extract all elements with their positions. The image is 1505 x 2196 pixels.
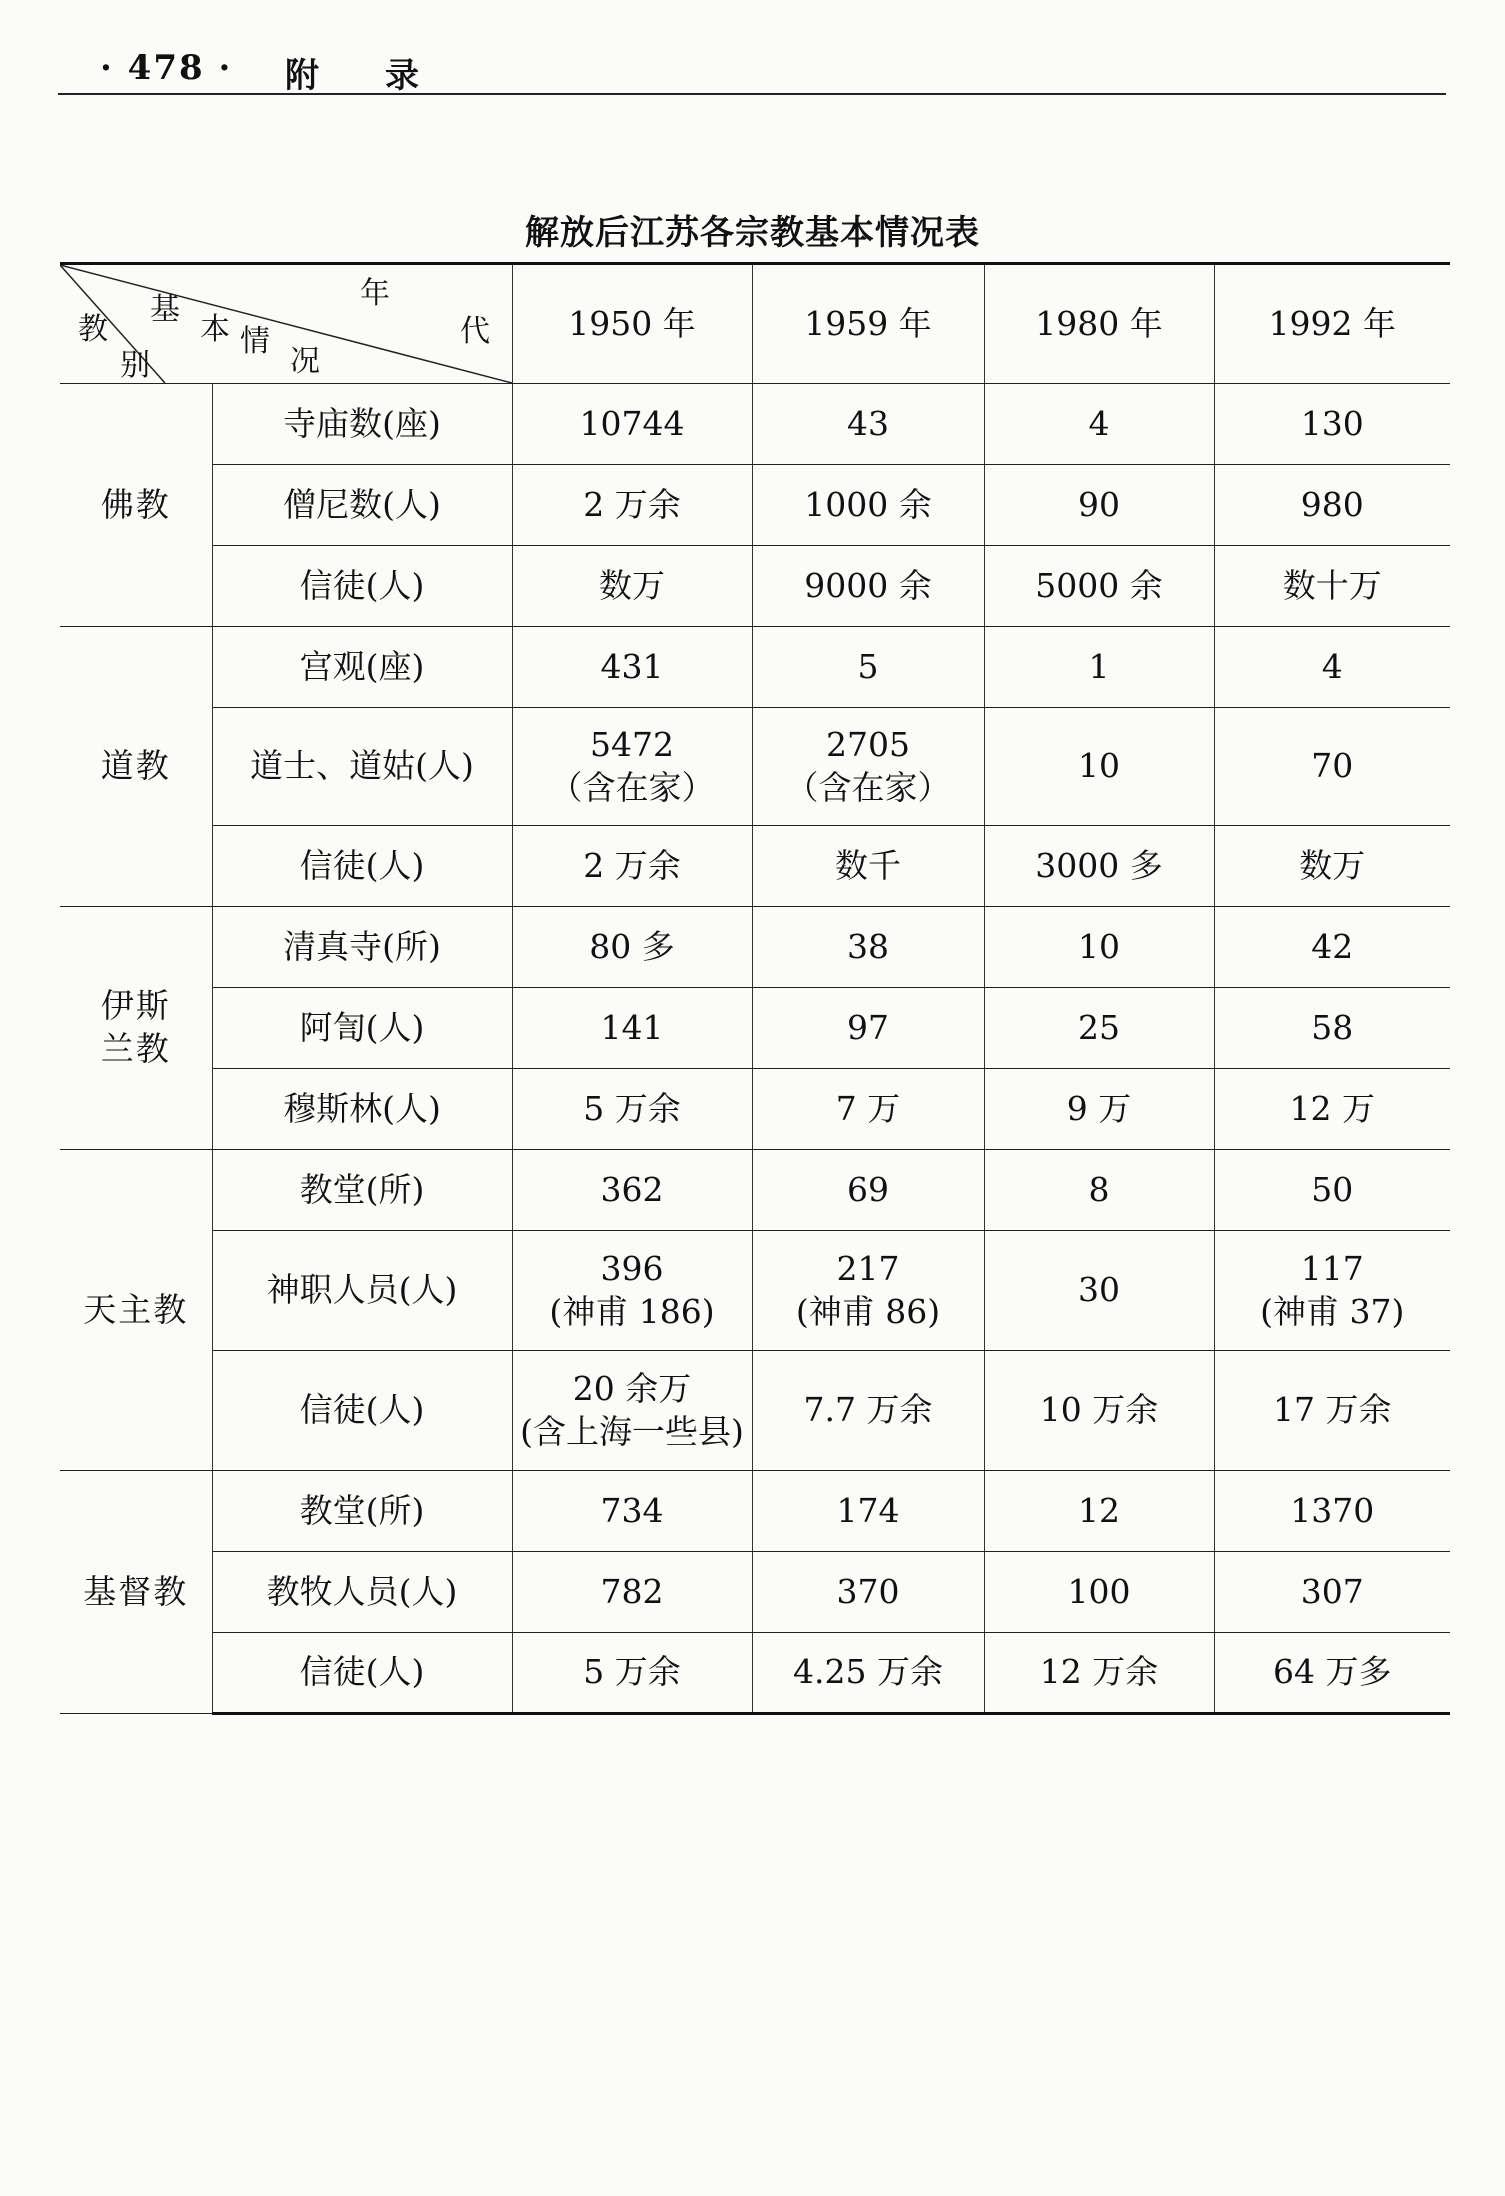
value-cell (512, 826, 752, 907)
table-row (60, 1633, 1450, 1714)
value-line: 80 多 (589, 926, 675, 966)
value-cell (512, 627, 752, 708)
header-rule (58, 93, 1446, 95)
corner-ji: 基 (150, 292, 180, 327)
value-line: 2 万余 (583, 845, 681, 885)
table-row (60, 1231, 1450, 1351)
item-label: 教堂(所) (212, 1471, 512, 1552)
value-cell (1214, 826, 1450, 907)
value-cell (512, 988, 752, 1069)
value-cell (1214, 1231, 1450, 1351)
table-row (60, 465, 1450, 546)
item-label: 宫观(座) (212, 627, 512, 708)
value-line: 782 (600, 1571, 664, 1611)
value-line: 50 (1311, 1169, 1354, 1209)
value-line: 64 万多 (1273, 1652, 1392, 1692)
table-row (60, 1150, 1450, 1231)
corner-kuang: 况 (290, 344, 320, 379)
header-row (60, 264, 1450, 384)
value-line: 1370 (1290, 1490, 1375, 1530)
value-line: 5 万余 (583, 1652, 681, 1692)
value-cell (512, 1351, 752, 1471)
value-cell (752, 546, 984, 627)
value-cell (752, 627, 984, 708)
value-cell (512, 1633, 752, 1714)
religion-name: 佛教 (60, 384, 212, 627)
value-line: 38 (847, 926, 889, 966)
value-line: 100 (1067, 1571, 1131, 1611)
value-line: 5000 余 (1035, 565, 1163, 605)
value-line: 9 万 (1066, 1088, 1132, 1128)
year-header: 1950 年 (512, 264, 752, 384)
page-number: · 478 · (100, 48, 233, 88)
corner-ben: 本 (200, 312, 230, 347)
value-cell (984, 708, 1214, 826)
value-line: (神甫 186) (549, 1291, 715, 1331)
table-row (60, 1351, 1450, 1471)
value-line: 10 (1078, 746, 1120, 786)
value-line: （含在家） (549, 767, 715, 807)
value-line: 42 (1311, 926, 1354, 966)
value-cell (984, 1552, 1214, 1633)
value-line: 174 (836, 1490, 900, 1530)
item-label: 教牧人员(人) (212, 1552, 512, 1633)
value-cell (512, 1471, 752, 1552)
religion-name: 道教 (60, 627, 212, 907)
item-label: 神职人员(人) (212, 1231, 512, 1351)
table-row (60, 988, 1450, 1069)
value-cell (1214, 1069, 1450, 1150)
value-cell (984, 826, 1214, 907)
value-cell (984, 1633, 1214, 1714)
value-line: 69 (847, 1169, 889, 1209)
item-label: 信徒(人) (212, 546, 512, 627)
value-cell (512, 1552, 752, 1633)
value-line: 43 (847, 403, 889, 443)
value-line: 97 (847, 1007, 889, 1047)
corner-qing: 情 (240, 324, 270, 359)
value-cell (984, 1069, 1214, 1150)
item-label: 阿訇(人) (212, 988, 512, 1069)
value-line: 58 (1311, 1007, 1354, 1047)
corner-bie: 别 (120, 348, 150, 383)
year-header: 1980 年 (984, 264, 1214, 384)
value-cell (512, 465, 752, 546)
year-header: 1959 年 (752, 264, 984, 384)
value-line: 25 (1078, 1007, 1120, 1047)
value-cell (1214, 1150, 1450, 1231)
value-line: (神甫 37) (1260, 1291, 1405, 1331)
table-row (60, 1471, 1450, 1552)
value-cell (512, 907, 752, 988)
value-line: 数千 (835, 845, 901, 885)
value-line: 980 (1300, 484, 1364, 524)
value-cell (752, 826, 984, 907)
value-cell (512, 708, 752, 826)
item-label: 教堂(所) (212, 1150, 512, 1231)
value-cell (1214, 1351, 1450, 1471)
value-line: 9000 余 (804, 565, 932, 605)
value-cell (752, 708, 984, 826)
value-cell (752, 1471, 984, 1552)
page-header (100, 48, 1450, 96)
corner-header (60, 264, 512, 384)
value-cell (752, 1633, 984, 1714)
value-cell (752, 384, 984, 465)
value-line: 90 (1078, 484, 1120, 524)
value-cell (984, 1471, 1214, 1552)
value-cell (984, 1150, 1214, 1231)
value-line: 10744 (579, 403, 685, 443)
value-line: 1000 余 (804, 484, 932, 524)
table-row (60, 384, 1450, 465)
value-line: 5472 (590, 724, 674, 764)
value-line: 7.7 万余 (803, 1390, 933, 1430)
value-line: 12 万余 (1039, 1652, 1159, 1692)
value-line: 4.25 万余 (793, 1652, 943, 1692)
value-cell (984, 384, 1214, 465)
value-cell (512, 1150, 752, 1231)
value-cell (512, 384, 752, 465)
value-line: 431 (600, 646, 664, 686)
table-row (60, 907, 1450, 988)
value-cell (512, 1231, 752, 1351)
value-cell (1214, 1633, 1450, 1714)
value-line: 141 (600, 1007, 664, 1047)
value-cell (984, 988, 1214, 1069)
value-line: 130 (1300, 403, 1364, 443)
item-label: 道士、道姑(人) (212, 708, 512, 826)
religion-name: 天主教 (60, 1150, 212, 1471)
value-line: 4 (1088, 403, 1110, 443)
value-cell (1214, 1471, 1450, 1552)
value-line: 2705 (826, 724, 910, 764)
value-cell (1214, 907, 1450, 988)
value-line: 10 万余 (1039, 1390, 1159, 1430)
value-line: 20 余万 (572, 1368, 692, 1408)
item-label: 信徒(人) (212, 1633, 512, 1714)
value-line: (神甫 86) (795, 1291, 941, 1331)
item-label: 寺庙数(座) (212, 384, 512, 465)
value-cell (752, 1231, 984, 1351)
value-line: 数十万 (1282, 565, 1382, 605)
value-cell (1214, 708, 1450, 826)
value-cell (984, 907, 1214, 988)
value-cell (752, 1150, 984, 1231)
item-label: 信徒(人) (212, 1351, 512, 1471)
value-line: 370 (836, 1571, 900, 1611)
value-cell (984, 465, 1214, 546)
value-line: 5 万余 (583, 1088, 681, 1128)
value-line: 70 (1311, 746, 1354, 786)
value-line: 2 万余 (583, 484, 681, 524)
value-cell (752, 988, 984, 1069)
value-cell (1214, 1552, 1450, 1633)
value-cell (984, 546, 1214, 627)
corner-jiao: 教 (78, 312, 108, 347)
value-line: 数万 (1299, 845, 1366, 885)
religion-table (60, 262, 1450, 1715)
item-label: 信徒(人) (212, 826, 512, 907)
value-line: 5 (857, 646, 879, 686)
value-cell (512, 1069, 752, 1150)
value-line: 396 (600, 1248, 664, 1288)
value-line: 217 (836, 1248, 900, 1288)
table-row (60, 546, 1450, 627)
value-cell (752, 465, 984, 546)
value-line: 8 (1088, 1169, 1110, 1209)
value-cell (1214, 465, 1450, 546)
table-row (60, 1069, 1450, 1150)
year-header: 1992 年 (1214, 264, 1450, 384)
value-cell (512, 546, 752, 627)
value-line: 12 万 (1289, 1088, 1375, 1128)
value-line: 3000 多 (1035, 845, 1163, 885)
religion-name: 伊斯兰教 (60, 907, 212, 1150)
value-line: 12 (1078, 1490, 1120, 1530)
value-cell (752, 907, 984, 988)
value-cell (752, 1069, 984, 1150)
value-line: 4 (1321, 646, 1343, 686)
table-row (60, 627, 1450, 708)
table-row (60, 826, 1450, 907)
value-line: 362 (600, 1169, 664, 1209)
section-title: 附录 (285, 56, 485, 96)
corner-dai: 代 (460, 314, 490, 349)
value-line: (含上海一些县) (520, 1411, 744, 1451)
value-line: （含在家） (785, 767, 951, 807)
value-line: 数万 (599, 565, 665, 605)
religion-name: 基督教 (60, 1471, 212, 1714)
table-row (60, 708, 1450, 826)
value-line: 117 (1300, 1248, 1364, 1288)
value-line: 17 万余 (1273, 1390, 1392, 1430)
item-label: 穆斯林(人) (212, 1069, 512, 1150)
value-line: 7 万 (835, 1088, 901, 1128)
value-cell (1214, 627, 1450, 708)
value-cell (1214, 384, 1450, 465)
value-cell (984, 627, 1214, 708)
corner-nian: 年 (360, 276, 390, 311)
value-cell (1214, 988, 1450, 1069)
value-line: 10 (1078, 926, 1120, 966)
value-cell (984, 1231, 1214, 1351)
value-cell (752, 1552, 984, 1633)
item-label: 清真寺(所) (212, 907, 512, 988)
table-title: 解放后江苏各宗教基本情况表 (525, 213, 980, 253)
value-cell (1214, 546, 1450, 627)
value-line: 1 (1088, 646, 1110, 686)
item-label: 僧尼数(人) (212, 465, 512, 546)
value-line: 734 (600, 1490, 664, 1530)
value-cell (984, 1351, 1214, 1471)
table-row (60, 1552, 1450, 1633)
value-line: 30 (1078, 1270, 1120, 1310)
value-line: 307 (1300, 1571, 1364, 1611)
value-cell (752, 1351, 984, 1471)
